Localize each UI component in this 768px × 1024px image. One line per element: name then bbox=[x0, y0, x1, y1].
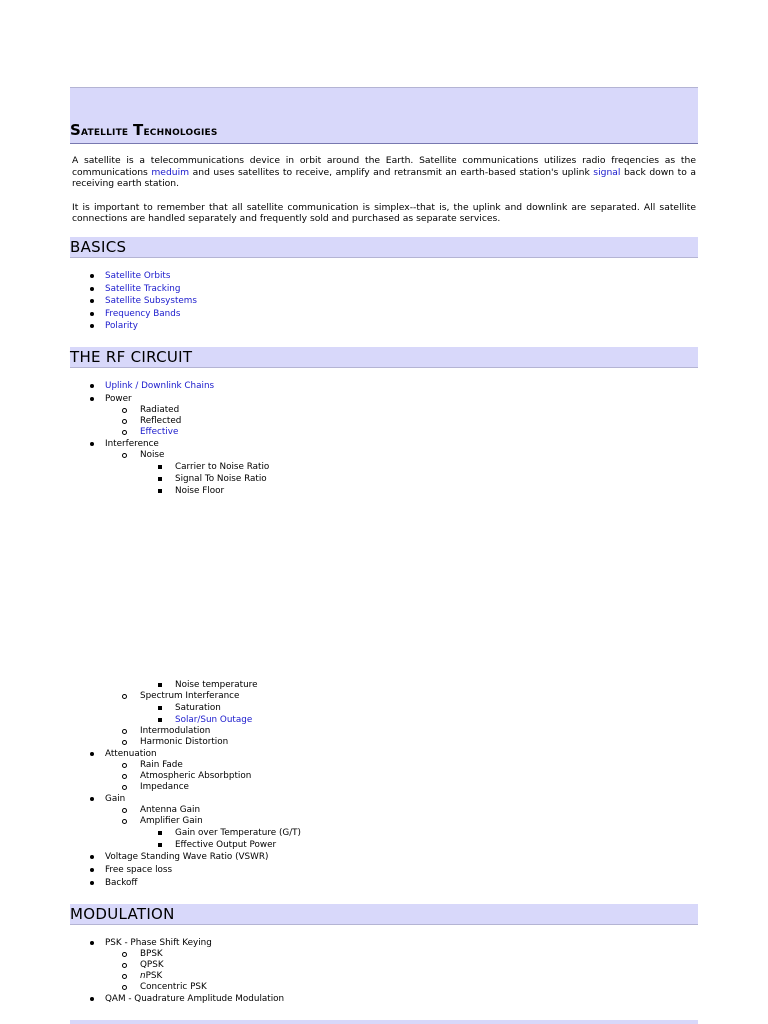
polarity-link[interactable]: Polarity bbox=[105, 321, 138, 332]
satellite-tracking-link[interactable]: Satellite Tracking bbox=[105, 283, 181, 294]
list-item: Gain Antenna Gain Amplifier Gain Gain over Temperature (G/T) Effective Output Power bbox=[70, 793, 698, 851]
list-item: Impedance bbox=[140, 782, 698, 793]
intro-paragraph-1: A satellite is a telecommunications device in orbit around the Earth. Satellite communications utilizes radio freqencies as the communications meduim and uses satellites to receive, amplify and retransmit an earth-based station's uplink signal back down to a receiving earth station. bbox=[72, 155, 696, 190]
list-item bbox=[70, 283, 698, 296]
list-item: QPSK bbox=[140, 960, 698, 971]
list-item: Antenna Gain bbox=[140, 805, 698, 816]
frequency-bands-link[interactable]: Frequency Bands bbox=[105, 308, 181, 319]
list-item: Noise Floor bbox=[175, 485, 698, 497]
list-item: Free space loss bbox=[70, 864, 698, 877]
solar-outage-link[interactable]: Solar/Sun Outage bbox=[175, 714, 253, 725]
list-item: Gain over Temperature (G/T) bbox=[175, 827, 698, 839]
list-item: Noise Carrier to Noise Ratio Signal To Noise Ratio Noise Floor Noise temperature bbox=[140, 450, 698, 691]
uplink-downlink-link[interactable]: Uplink / Downlink Chains bbox=[105, 380, 215, 391]
section-heading-basics: BASICS bbox=[70, 237, 698, 258]
list-item: PSK - Phase Shift Keying BPSK QPSK nPSK Concentric PSK bbox=[70, 937, 698, 993]
list-item: Atmospheric Absorbption bbox=[140, 771, 698, 782]
list-item: QAM - Quadrature Amplitude Modulation bbox=[70, 993, 698, 1005]
blank-gap bbox=[140, 497, 698, 679]
section-heading-rf-circuit: THE RF CIRCUIT bbox=[70, 347, 698, 368]
satellite-orbits-link[interactable]: Satellite Orbits bbox=[105, 270, 171, 281]
list-item bbox=[70, 295, 698, 308]
list-item: Radiated bbox=[140, 405, 698, 416]
intro-paragraph-2: It is important to remember that all satellite communication is simplex--that is, the uplink and downlink are separated. All satellite connections are handled separately and frequently sold and purchased as separate services. bbox=[72, 201, 696, 225]
list-item: nPSK bbox=[140, 971, 698, 982]
list-item: Signal To Noise Ratio bbox=[175, 473, 698, 485]
next-section-band bbox=[70, 1020, 698, 1024]
page-title: Satellite Technologies bbox=[70, 121, 218, 139]
list-item bbox=[70, 380, 698, 393]
list-item: Amplifier Gain Gain over Temperature (G/T) Effective Output Power bbox=[140, 816, 698, 851]
list-item: Power Radiated Reflected Effective bbox=[70, 393, 698, 438]
list-item: Voltage Standing Wave Ratio (VSWR) bbox=[70, 851, 698, 864]
list-item: Attenuation Rain Fade Atmospheric Absorbption Impedance bbox=[70, 748, 698, 793]
list-item: Noise temperature bbox=[175, 679, 698, 691]
list-item: Carrier to Noise Ratio bbox=[175, 461, 698, 473]
modulation-list bbox=[70, 937, 698, 1005]
list-item: Reflected bbox=[140, 416, 698, 427]
list-item: Backoff bbox=[70, 877, 698, 890]
title-banner bbox=[70, 87, 698, 144]
list-item: Interference Noise Carrier to Noise Ratio Signal To Noise Ratio Noise Floor Noise temperature Spectrum Interferance Saturation Solar/Sun Outage Intermodulation Harmonic Distortion bbox=[70, 438, 698, 748]
effective-link[interactable]: Effective bbox=[140, 426, 179, 437]
list-item bbox=[70, 320, 698, 333]
list-item: Effective Output Power bbox=[175, 839, 698, 851]
satellite-subsystems-link[interactable]: Satellite Subsystems bbox=[105, 296, 197, 307]
medium-link[interactable]: meduim bbox=[151, 166, 190, 178]
list-item: BPSK bbox=[140, 949, 698, 960]
document-page bbox=[70, 87, 698, 1005]
rf-list bbox=[70, 380, 698, 890]
section-heading-modulation: MODULATION bbox=[70, 904, 698, 925]
list-item: Spectrum Interferance Saturation Solar/Sun Outage bbox=[140, 691, 698, 726]
list-item bbox=[175, 714, 698, 726]
list-item: Harmonic Distortion bbox=[140, 737, 698, 748]
basics-list bbox=[70, 270, 698, 333]
list-item bbox=[70, 308, 698, 321]
list-item: Saturation bbox=[175, 702, 698, 714]
list-item: Intermodulation bbox=[140, 726, 698, 737]
list-item: Concentric PSK bbox=[140, 982, 698, 993]
signal-link[interactable]: signal bbox=[593, 166, 621, 178]
list-item bbox=[70, 270, 698, 283]
list-item bbox=[140, 427, 698, 438]
list-item: Rain Fade bbox=[140, 760, 698, 771]
